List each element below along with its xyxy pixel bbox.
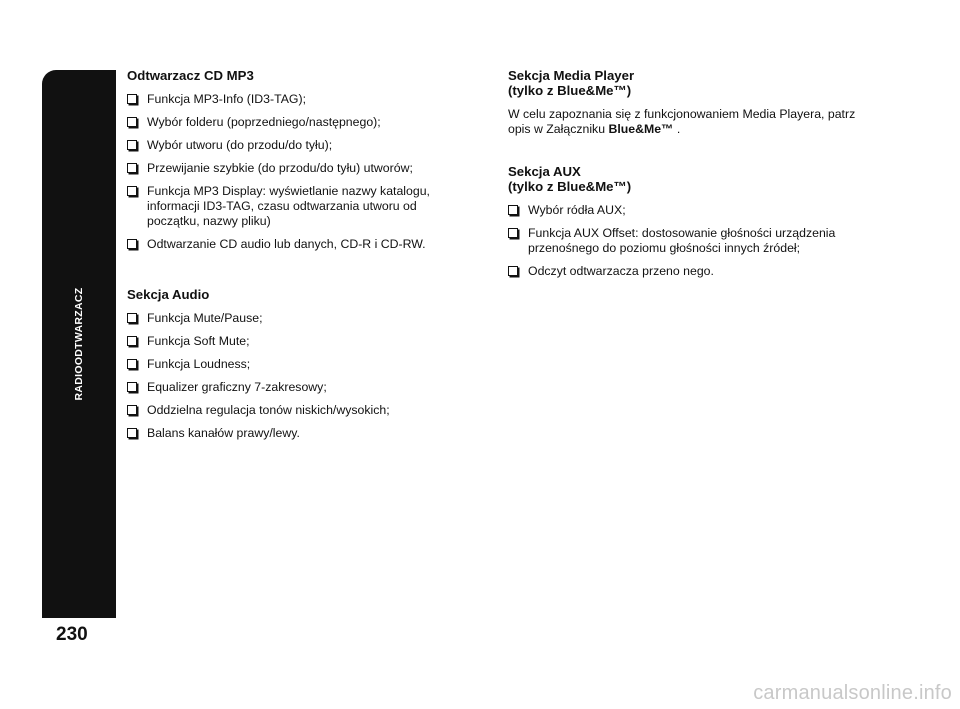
list-item: Funkcja AUX Offset: dostosowanie głośności urządzenia przenośnego do poziomu głośności innych źródeł; — [508, 226, 868, 256]
audio-heading: Sekcja Audio — [127, 287, 210, 302]
list-item: Wybór folderu (poprzedniego/następnego); — [127, 115, 467, 130]
checkbox-bullet-icon — [127, 428, 137, 438]
page-number: 230 — [56, 624, 88, 645]
checkbox-bullet-icon — [127, 117, 137, 127]
audio-list — [127, 311, 467, 441]
list-item: Oddzielna regulacja tonów niskich/wysokich; — [127, 403, 467, 418]
checkbox-bullet-icon — [508, 266, 518, 276]
checkbox-bullet-icon — [127, 163, 137, 173]
checkbox-bullet-icon — [127, 186, 137, 196]
checkbox-bullet-icon — [508, 205, 518, 215]
checkbox-bullet-icon — [508, 228, 518, 238]
aux-list — [508, 203, 868, 279]
aux-subheading: (tylko z Blue&Me™) — [508, 179, 632, 194]
list-item: Funkcja Soft Mute; — [127, 334, 467, 349]
blue-me-label: Blue&Me™ — [608, 122, 674, 136]
list-item: Przewijanie szybkie (do przodu/do tyłu) utworów; — [127, 161, 467, 176]
list-item: Funkcja Loudness; — [127, 357, 467, 372]
list-item: Wybór utworu (do przodu/do tyłu); — [127, 138, 467, 153]
media-player-text: W celu zapoznania się z funkcjonowaniem Media Playera, patrz opis w Załączniku Blue&Me™ . — [508, 107, 856, 136]
checkbox-bullet-icon — [127, 313, 137, 323]
right-column — [508, 68, 868, 287]
list-item: Funkcja MP3-Info (ID3-TAG); — [127, 92, 467, 107]
list-item: Equalizer graficzny 7-zakresowy; — [127, 380, 467, 395]
cd-mp3-list — [127, 92, 467, 252]
list-item: Funkcja MP3 Display: wyświetlanie nazwy katalogu, informacji ID3-TAG, czasu odtwarzania utworu od początku, nazwy pliku) — [127, 184, 467, 229]
list-item: Odczyt odtwarzacza przeno nego. — [508, 264, 868, 279]
list-item: Funkcja Mute/Pause; — [127, 311, 467, 326]
list-item: Wybór ródła AUX; — [508, 203, 868, 218]
media-player-heading: Sekcja Media Player — [508, 68, 635, 83]
list-item: Balans kanałów prawy/lewy. — [127, 426, 467, 441]
checkbox-bullet-icon — [127, 239, 137, 249]
cd-mp3-heading: Odtwarzacz CD MP3 — [127, 68, 254, 83]
checkbox-bullet-icon — [127, 382, 137, 392]
list-item: Odtwarzanie CD audio lub danych, CD-R i CD-RW. — [127, 237, 467, 252]
watermark: carmanualsonline.info — [753, 682, 952, 704]
left-column — [127, 68, 467, 449]
checkbox-bullet-icon — [127, 405, 137, 415]
checkbox-bullet-icon — [127, 336, 137, 346]
checkbox-bullet-icon — [127, 94, 137, 104]
section-side-label: RADIOODTWARZACZ — [73, 287, 85, 401]
checkbox-bullet-icon — [127, 140, 137, 150]
aux-heading: Sekcja AUX — [508, 164, 581, 179]
checkbox-bullet-icon — [127, 359, 137, 369]
media-player-subheading: (tylko z Blue&Me™) — [508, 83, 632, 98]
